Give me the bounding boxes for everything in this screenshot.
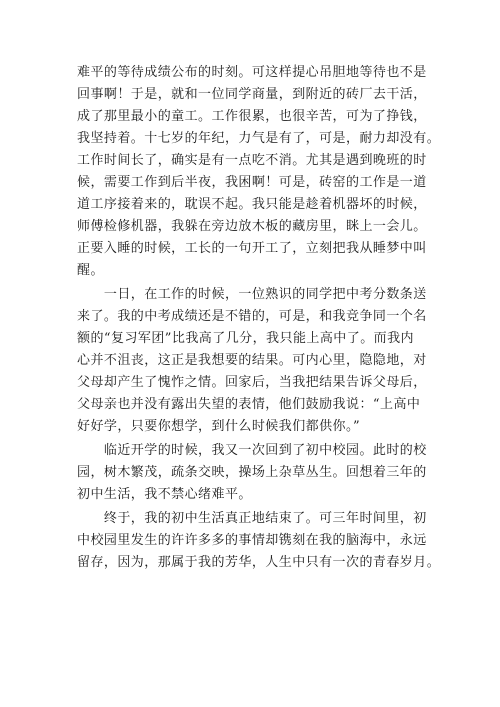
text-line: 中校园里发生的许许多多的事情却镌刻在我的脑海中，永远	[77, 533, 427, 548]
paragraph-start-line: 终于，我的初中生活真正地结束了。可三年时间里，初	[77, 511, 427, 526]
text-line: 正要入睡的时候，工长的一句开工了，立刻把我从睡梦中叫	[77, 241, 427, 256]
text-line: 难平的等待成绩公布的时刻。可这样提心吊胆地等待也不是	[77, 65, 427, 80]
text-line: 回事啊！于是，就和一位同学商量，到附近的砖厂去干活，	[77, 87, 427, 102]
text-line: 父母亲也并没有露出失望的表情，他们鼓励我说：“上高中	[77, 397, 421, 412]
text-line: 工作时间长了，确实是有一点吃不消。尤其是遇到晚班的时	[77, 153, 427, 168]
text-line: 醒。	[77, 263, 104, 278]
text-line: 园，树木繁茂，疏条交映，操场上杂草丛生。回想着三年的	[77, 465, 427, 480]
body-text	[77, 62, 441, 574]
text-line: 候，需要工作到后半夜，我困啊！可是，砖窑的工作是一道	[77, 175, 427, 190]
paragraph-start-line: 一日，在工作的时候，一位熟识的同学把中考分数条送	[77, 287, 427, 302]
text-line: 初中生活，我不禁心绪难平。	[77, 487, 252, 502]
text-line: 父母却产生了愧怍之情。回家后，当我把结果告诉父母后，	[77, 375, 427, 390]
text-line: 师傅检修机器，我躲在旁边放木板的藏房里，眯上一会儿。	[77, 219, 427, 234]
text-line: 心并不沮丧，这正是我想要的结果。可内心里，隐隐地，对	[77, 353, 427, 368]
text-line: 额的“复习军团”比我高了几分，我只能上高中了。而我内	[77, 331, 414, 346]
text-line: 好好学，只要你想学，到什么时候我们都供你。”	[77, 419, 361, 434]
paragraph-start-line: 临近开学的时候，我又一次回到了初中校园。此时的校	[77, 443, 427, 458]
text-line: 来了。我的中考成绩还是不错的，可是，和我竞争同一个名	[77, 309, 427, 324]
text-line: 我坚持着。十七岁的年纪，力气是有了，可是，耐力却没有。	[77, 131, 441, 146]
text-line: 道工序接着来的，耽误不起。我只能是趁着机器坏的时候，	[77, 197, 427, 212]
text-line: 成了那里最小的童工。工作很累，也很辛苦，可为了挣钱，	[77, 109, 427, 124]
text-line: 留存，因为，那属于我的芳华，人生中只有一次的青春岁月。	[77, 555, 441, 570]
